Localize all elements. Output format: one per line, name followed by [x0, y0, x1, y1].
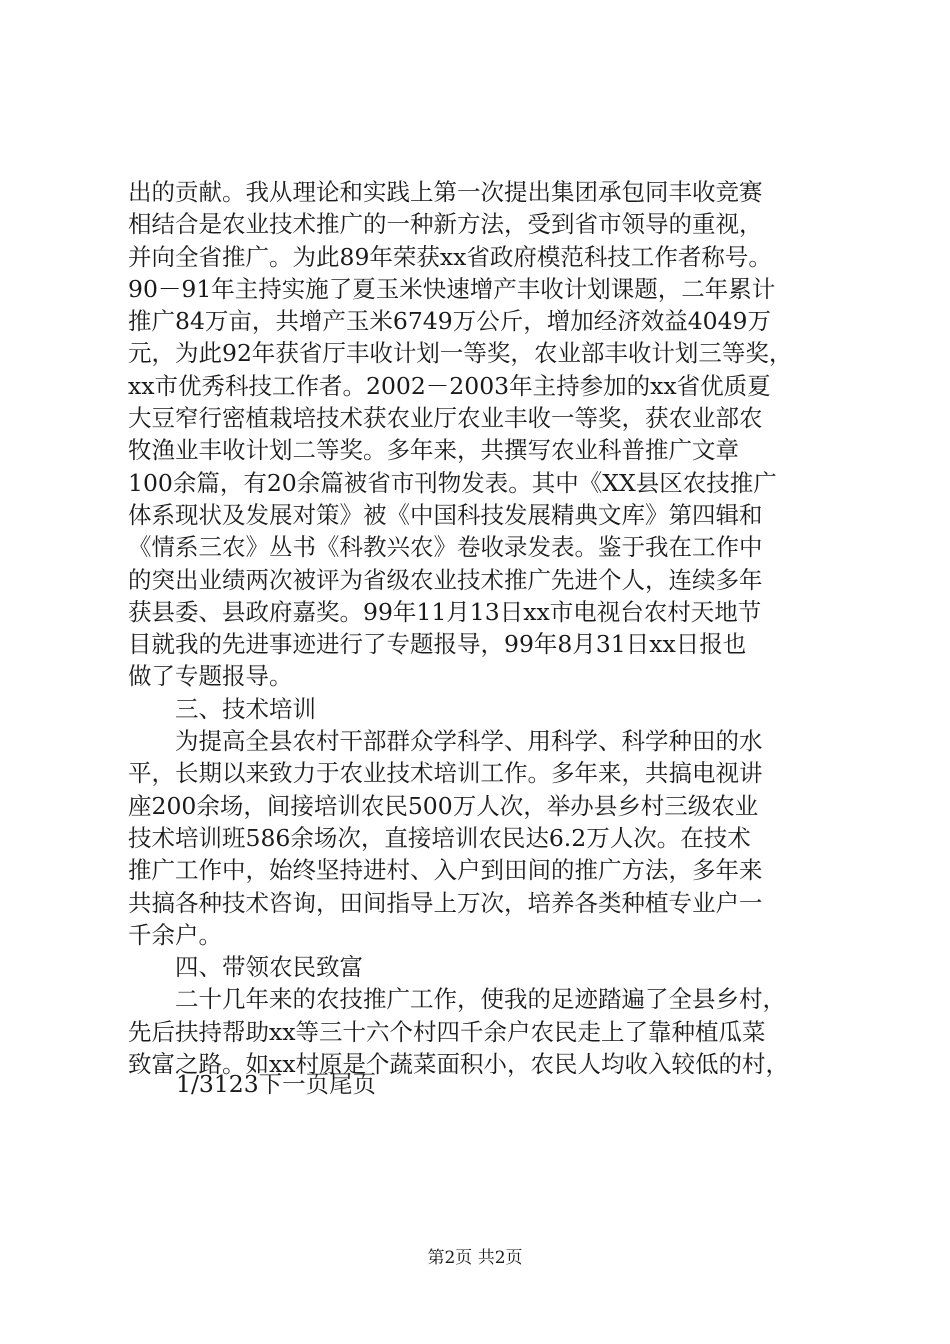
text-line: 座200余场，间接培训农民500万人次，举办县乡村三级农业: [128, 791, 759, 820]
text-line: 推广工作中，始终坚持进村、入户到田间的推广方法，多年来: [128, 856, 763, 885]
section-heading: 三、技术培训: [128, 694, 316, 723]
pagination-links[interactable]: 1/3123下一页尾页: [176, 1070, 377, 1098]
text-line: 并向全省推广。为此89年荣获xx省政府模范科技工作者称号。: [128, 242, 772, 271]
text-line: 为提高全县农村干部群众学科学、用科学、科学种田的水: [128, 727, 763, 756]
text-line: 平，长期以来致力于农业技术培训工作。多年来，共搞电视讲: [128, 759, 763, 788]
text-line: 共搞各种技术咨询，田间指导上万次，培养各类种植专业户一: [128, 888, 763, 917]
text-line: 千余户。: [128, 920, 222, 949]
text-line: 致富之路。如xx村原是个蔬菜面积小，农民人均收入较低的村，: [128, 1050, 790, 1079]
text-line: 牧渔业丰收计划二等奖。多年来，共撰写农业科普推广文章: [128, 436, 739, 465]
text-line: 元，为此92年获省厅丰收计划一等奖，农业部丰收计划三等奖，: [128, 339, 793, 368]
text-line: 100余篇，有20余篇被省市刊物发表。其中《XX县区农技推广: [128, 468, 777, 497]
text-line: 技术培训班586余场次，直接培训农民达6.2万人次。在技术: [128, 823, 751, 852]
text-line: 体系现状及发展对策》被《中国科技发展精典文库》第四辑和: [128, 500, 763, 529]
section-heading: 四、带领农民致富: [128, 953, 363, 982]
page-footer: 第2页 共2页: [427, 1248, 523, 1268]
text-line: xx市优秀科技工作者。2002－2003年主持参加的xx省优质夏: [128, 371, 771, 400]
text-line: 出的贡献。我从理论和实践上第一次提出集团承包同丰收竞赛: [128, 178, 763, 206]
text-line: 先后扶持帮助xx等三十六个村四千余户农民走上了靠种植瓜菜: [128, 1017, 766, 1046]
text-line: 目就我的先进事迹进行了专题报导，99年8月31日xx日报也: [128, 630, 747, 659]
text-line: 获县委、县政府嘉奖。99年11月13日xx市电视台农村天地节: [128, 597, 762, 626]
body-text: [128, 176, 848, 1080]
text-line: 推广84万亩，共增产玉米6749万公斤，增加经济效益4049万: [128, 307, 772, 336]
text-line: 做了专题报导。: [128, 662, 293, 691]
text-line: 相结合是农业技术推广的一种新方法，受到省市领导的重视，: [128, 210, 763, 239]
text-line: 大豆窄行密植栽培技术获农业厅农业丰收一等奖，获农业部农: [128, 404, 763, 433]
text-line: 二十几年来的农技推广工作，使我的足迹踏遍了全县乡村，: [128, 985, 786, 1014]
text-line: 90－91年主持实施了夏玉米快速增产丰收计划课题，二年累计: [128, 274, 776, 303]
text-line: 的突出业绩两次被评为省级农业技术推广先进个人，连续多年: [128, 565, 763, 594]
text-line: 《情系三农》丛书《科教兴农》卷收录发表。鉴于我在工作中: [128, 533, 763, 562]
